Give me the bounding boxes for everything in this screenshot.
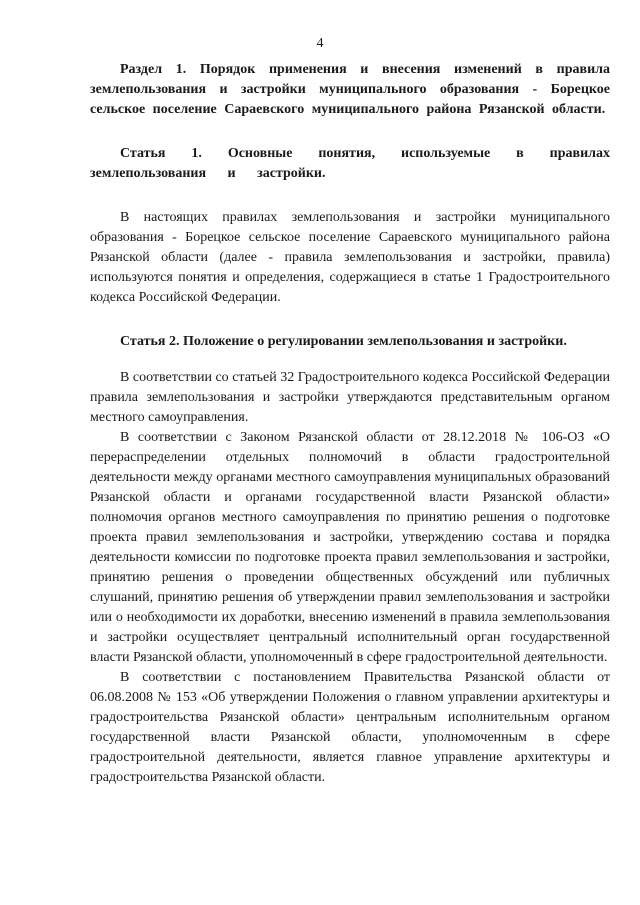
article-1-paragraph: В настоящих правилах землепользования и застройки муниципального образования - Борецкое сельское поселение Сараевского муниципального района Рязанской области (далее - правила землепользования и застройки, правила) используются понятия и определения, содержащиеся в статье 1 Градостроительного кодекса Российской Федерации. [90,210,610,305]
article-1-heading: Статья 1. Основные понятия, используемые в правилах землепользования и застройки. [90,146,610,181]
spacer [90,308,610,332]
section-heading: Раздел 1. Порядок применения и внесения изменений в правила землепользования и застройки муниципального образования - Борецкое сельское поселение Сараевского муниципального района Рязанской области. [90,62,610,117]
article-2-paragraph: В соответствии с Законом Рязанской области от 28.12.2018 № 106-ОЗ «О перераспределении отдельных полномочий в области градостроительной деятельности между органами местного самоуправления муниципальных образований Рязанской области и органами государственной власти Рязанской области» полномочия органов местного самоуправления по принятию решения о подготовке проекта правил землепользования и застройки, утверждению состава и порядка деятельности комиссии по подготовке проекта правил землепользования и застройки, принятию решения о проведении общественных обсуждений или публичных слушаний, принятию решения об утверждении правил землепользования и застройки или о необходимости их доработки, внесению изменений в правила землепользования и застройки осуществляет центральный исполнительный орган государственной власти Рязанской области, уполномоченный в сфере градостроительной деятельности. [90,430,610,665]
article-2-paragraph: В соответствии со статьей 32 Градостроительного кодекса Российской Федерации правила землепользования и застройки утверждаются представительным органом местного самоуправления. [90,370,610,425]
spacer [90,120,610,144]
spacer [90,184,610,208]
page-number: 4 [316,36,324,51]
spacer [90,352,610,368]
document-body [90,60,610,788]
article-2-heading: Статья 2. Положение о регулировании землепользования и застройки. [120,334,567,349]
article-2-paragraph: В соответствии с постановлением Правительства Рязанской области от 06.08.2008 № 153 «Об утверждении Положения о главном управлении архитектуры и градостроительства Рязанской области» центральным исполнительным органом государственной власти Рязанской области, уполномоченным в сфере градостроительной деятельности, является главное управление архитектуры и градостроительства Рязанской области. [90,670,610,785]
